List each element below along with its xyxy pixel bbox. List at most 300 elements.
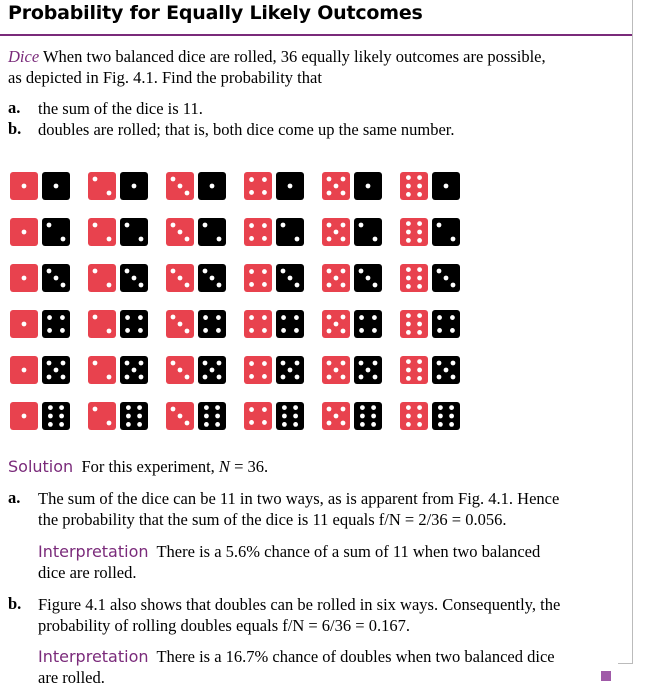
- black-die-face-2: [276, 218, 304, 246]
- die-pip: [203, 269, 208, 274]
- die-pip: [132, 276, 137, 281]
- die-pip: [281, 223, 286, 228]
- die-pip: [406, 221, 411, 226]
- die-pip: [54, 276, 59, 281]
- black-die-face-1: [42, 172, 70, 200]
- red-die-face-3: [166, 264, 194, 292]
- die-pip: [451, 237, 456, 242]
- die-body: [88, 218, 116, 246]
- red-die-face-1: [10, 218, 38, 246]
- die-pip: [327, 283, 332, 288]
- black-die-face-2: [432, 218, 460, 246]
- die-pip: [295, 375, 300, 380]
- die-pip: [444, 276, 449, 281]
- die-pip: [449, 422, 454, 427]
- red-die-face-1: [10, 310, 38, 338]
- die-pip: [406, 405, 411, 410]
- die-pip: [125, 223, 130, 228]
- die-pip: [438, 422, 443, 427]
- die-pip: [417, 238, 422, 243]
- die-pip: [406, 238, 411, 243]
- black-die-face-3: [354, 264, 382, 292]
- black-die-face-1: [354, 172, 382, 200]
- die-body: [244, 218, 272, 246]
- die-pip: [125, 375, 130, 380]
- die-pip: [204, 414, 209, 419]
- red-die-face-5: [322, 356, 350, 384]
- die-pip: [216, 315, 221, 320]
- die-pip: [262, 420, 267, 425]
- part-b-label: b.: [8, 119, 22, 138]
- die-pip: [249, 282, 254, 287]
- die-pip: [22, 368, 27, 373]
- black-die-face-6: [120, 402, 148, 430]
- die-pip: [48, 422, 53, 427]
- die-pip: [107, 283, 112, 288]
- die-pip: [371, 405, 376, 410]
- solution-text: For this experiment, N = 36.: [81, 457, 269, 476]
- die-pip: [437, 328, 442, 333]
- die-body: [244, 264, 272, 292]
- die-pip: [417, 175, 422, 180]
- die-pip: [216, 328, 221, 333]
- die-pip: [444, 184, 449, 189]
- die-pip: [93, 361, 98, 366]
- die-pip: [372, 328, 377, 333]
- die-pip: [54, 184, 59, 189]
- die-pip: [341, 407, 346, 412]
- die-pip: [341, 269, 346, 274]
- red-die-face-6: [400, 218, 428, 246]
- die-pip: [22, 276, 27, 281]
- die-body: [244, 310, 272, 338]
- black-die-face-6: [42, 402, 70, 430]
- die-pip: [295, 361, 300, 366]
- red-die-face-2: [88, 356, 116, 384]
- die-pip: [406, 330, 411, 335]
- die-pip: [47, 361, 52, 366]
- die-pip: [47, 269, 52, 274]
- die-pip: [406, 313, 411, 318]
- die-body: [400, 264, 428, 292]
- die-pip: [93, 223, 98, 228]
- die-pip: [249, 407, 254, 412]
- black-die-face-1: [276, 172, 304, 200]
- die-pip: [437, 269, 442, 274]
- die-pip: [406, 322, 411, 327]
- die-pip: [59, 422, 64, 427]
- die-pip: [334, 184, 339, 189]
- die-pip: [293, 414, 298, 419]
- die-pip: [262, 361, 267, 366]
- black-die-face-4: [432, 310, 460, 338]
- die-pip: [125, 328, 130, 333]
- die-pip: [360, 405, 365, 410]
- die-pip: [373, 361, 378, 366]
- solution-a-interpretation: [38, 541, 628, 562]
- die-body: [42, 402, 70, 430]
- die-pip: [334, 368, 339, 373]
- die-pip: [249, 177, 254, 182]
- die-body: [198, 218, 226, 246]
- black-die-face-2: [120, 218, 148, 246]
- die-pip: [373, 237, 378, 242]
- die-pip: [417, 221, 422, 226]
- die-pip: [295, 237, 300, 242]
- die-pip: [47, 375, 52, 380]
- black-die-face-5: [354, 356, 382, 384]
- die-pip: [341, 223, 346, 228]
- die-pip: [366, 368, 371, 373]
- die-pip: [249, 315, 254, 320]
- die-pip: [93, 177, 98, 182]
- red-die-face-5: [322, 218, 350, 246]
- die-pip: [450, 328, 455, 333]
- red-die-face-2: [88, 402, 116, 430]
- die-pip: [341, 315, 346, 320]
- die-pip: [327, 421, 332, 426]
- die-pip: [341, 191, 346, 196]
- die-pip: [107, 375, 112, 380]
- die-pip: [262, 223, 267, 228]
- die-pip: [210, 276, 215, 281]
- die-pip: [22, 414, 27, 419]
- solution-paragraph: [8, 456, 628, 477]
- die-pip: [288, 368, 293, 373]
- die-pip: [406, 267, 411, 272]
- die-pip: [262, 328, 267, 333]
- die-pip: [210, 368, 215, 373]
- die-pip: [47, 223, 52, 228]
- die-body: [120, 402, 148, 430]
- red-die-face-6: [400, 310, 428, 338]
- red-die-face-3: [166, 310, 194, 338]
- die-body: [88, 264, 116, 292]
- black-die-face-4: [42, 310, 70, 338]
- die-pip: [360, 422, 365, 427]
- die-pip: [359, 315, 364, 320]
- die-pip: [288, 276, 293, 281]
- die-pip: [406, 276, 411, 281]
- die-pip: [327, 223, 332, 228]
- die-pip: [203, 315, 208, 320]
- die-pip: [185, 421, 190, 426]
- die-pip: [334, 276, 339, 281]
- die-pip: [54, 368, 59, 373]
- die-pip: [366, 184, 371, 189]
- die-pip: [137, 405, 142, 410]
- die-pip: [438, 405, 443, 410]
- die-pip: [178, 414, 183, 419]
- die-pip: [288, 184, 293, 189]
- die-pip: [371, 422, 376, 427]
- die-pip: [449, 405, 454, 410]
- die-body: [432, 218, 460, 246]
- die-pip: [417, 368, 422, 373]
- die-pip: [22, 322, 27, 327]
- die-pip: [327, 375, 332, 380]
- die-pip: [249, 223, 254, 228]
- die-pip: [203, 375, 208, 380]
- die-pip: [262, 269, 267, 274]
- die-pip: [249, 420, 254, 425]
- title-underline: [0, 34, 632, 36]
- die-pip: [282, 405, 287, 410]
- die-pip: [22, 184, 27, 189]
- red-die-face-4: [244, 402, 272, 430]
- die-pip: [417, 322, 422, 327]
- die-pip: [178, 184, 183, 189]
- die-pip: [437, 315, 442, 320]
- die-pip: [359, 269, 364, 274]
- solution-a-line1: The sum of the dice can be 11 in two ways, as is apparent from Fig. 4.1. Hence: [38, 489, 560, 508]
- die-pip: [262, 374, 267, 379]
- red-die-face-3: [166, 218, 194, 246]
- solution-b-line2: probability of rolling doubles equals f/N = 6/36 = 0.167.: [38, 616, 410, 635]
- red-die-face-6: [400, 172, 428, 200]
- die-pip: [139, 283, 144, 288]
- die-body: [276, 218, 304, 246]
- die-body: [198, 310, 226, 338]
- die-pip: [262, 407, 267, 412]
- die-pip: [444, 368, 449, 373]
- die-body: [120, 310, 148, 338]
- die-body: [42, 310, 70, 338]
- die-pip: [359, 328, 364, 333]
- solution-b-interpretation: [38, 646, 628, 667]
- black-die-face-6: [276, 402, 304, 430]
- die-pip: [417, 276, 422, 281]
- die-pip: [449, 414, 454, 419]
- red-die-face-6: [400, 356, 428, 384]
- die-pip: [262, 177, 267, 182]
- black-die-face-2: [42, 218, 70, 246]
- die-pip: [341, 329, 346, 334]
- die-body: [400, 356, 428, 384]
- die-pip: [262, 190, 267, 195]
- die-pip: [204, 422, 209, 427]
- die-pip: [249, 328, 254, 333]
- interpretation-b-line1: There is a 16.7% chance of doubles when two balanced dice: [156, 647, 555, 666]
- black-die-face-3: [42, 264, 70, 292]
- die-pip: [107, 329, 112, 334]
- die-pip: [59, 414, 64, 419]
- die-pip: [373, 283, 378, 288]
- die-pip: [450, 315, 455, 320]
- die-body: [88, 356, 116, 384]
- die-pip: [406, 359, 411, 364]
- die-body: [400, 218, 428, 246]
- red-die-face-4: [244, 310, 272, 338]
- die-body: [354, 218, 382, 246]
- red-die-face-1: [10, 264, 38, 292]
- die-pip: [359, 223, 364, 228]
- red-die-face-5: [322, 310, 350, 338]
- die-pip: [125, 361, 130, 366]
- red-die-face-1: [10, 402, 38, 430]
- die-pip: [406, 175, 411, 180]
- red-die-face-6: [400, 402, 428, 430]
- die-body: [354, 310, 382, 338]
- black-die-face-1: [120, 172, 148, 200]
- die-pip: [406, 284, 411, 289]
- die-pip: [178, 230, 183, 235]
- die-pip: [249, 190, 254, 195]
- die-pip: [137, 414, 142, 419]
- die-pip: [126, 422, 131, 427]
- die-pip: [203, 328, 208, 333]
- die-body: [88, 402, 116, 430]
- red-die-face-3: [166, 402, 194, 430]
- die-pip: [334, 414, 339, 419]
- die-pip: [203, 223, 208, 228]
- die-pip: [417, 405, 422, 410]
- black-die-face-5: [42, 356, 70, 384]
- die-pip: [327, 407, 332, 412]
- page-margin-rule: [632, 0, 633, 664]
- die-pip: [47, 328, 52, 333]
- die-pip: [417, 422, 422, 427]
- die-pip: [262, 236, 267, 241]
- black-die-face-3: [120, 264, 148, 292]
- die-body: [400, 402, 428, 430]
- die-pip: [215, 405, 220, 410]
- die-pip: [185, 329, 190, 334]
- die-pip: [341, 421, 346, 426]
- die-pip: [341, 237, 346, 242]
- die-pip: [126, 405, 131, 410]
- red-die-face-4: [244, 172, 272, 200]
- red-die-face-1: [10, 172, 38, 200]
- black-die-face-4: [354, 310, 382, 338]
- die-pip: [139, 375, 144, 380]
- die-pip: [294, 315, 299, 320]
- die-pip: [93, 315, 98, 320]
- die-pip: [125, 315, 130, 320]
- interpretation-b-heading: Interpretation: [38, 647, 149, 666]
- die-pip: [204, 405, 209, 410]
- die-pip: [48, 405, 53, 410]
- die-pip: [132, 368, 137, 373]
- die-body: [244, 356, 272, 384]
- die-pip: [371, 414, 376, 419]
- die-pip: [366, 276, 371, 281]
- red-die-face-5: [322, 264, 350, 292]
- die-pip: [295, 283, 300, 288]
- die-pip: [60, 315, 65, 320]
- die-pip: [417, 359, 422, 364]
- die-pip: [185, 375, 190, 380]
- die-pip: [281, 361, 286, 366]
- die-body: [432, 310, 460, 338]
- die-pip: [107, 421, 112, 426]
- die-body: [244, 402, 272, 430]
- die-pip: [327, 269, 332, 274]
- die-pip: [293, 405, 298, 410]
- die-pip: [406, 184, 411, 189]
- black-die-face-4: [276, 310, 304, 338]
- die-pip: [437, 375, 442, 380]
- red-die-face-4: [244, 264, 272, 292]
- die-pip: [341, 375, 346, 380]
- die-pip: [281, 375, 286, 380]
- black-die-face-4: [120, 310, 148, 338]
- die-pip: [138, 328, 143, 333]
- die-pip: [327, 237, 332, 242]
- die-body: [276, 310, 304, 338]
- die-pip: [417, 313, 422, 318]
- die-pip: [417, 184, 422, 189]
- die-pip: [137, 422, 142, 427]
- die-pip: [327, 177, 332, 182]
- die-pip: [61, 283, 66, 288]
- black-die-face-2: [198, 218, 226, 246]
- die-pip: [451, 283, 456, 288]
- die-pip: [282, 422, 287, 427]
- red-die-face-5: [322, 402, 350, 430]
- die-pip: [294, 328, 299, 333]
- die-pip: [185, 283, 190, 288]
- die-pip: [210, 184, 215, 189]
- die-pip: [61, 237, 66, 242]
- die-pip: [203, 361, 208, 366]
- die-pip: [249, 361, 254, 366]
- die-pip: [61, 375, 66, 380]
- dice-outcomes-figure: [8, 170, 468, 430]
- die-pip: [406, 230, 411, 235]
- die-pip: [327, 361, 332, 366]
- die-pip: [171, 223, 176, 228]
- die-pip: [417, 376, 422, 381]
- black-die-face-5: [276, 356, 304, 384]
- die-pip: [417, 414, 422, 419]
- die-pip: [360, 414, 365, 419]
- die-pip: [47, 315, 52, 320]
- die-pip: [359, 361, 364, 366]
- die-pip: [171, 407, 176, 412]
- section-title: Probability for Equally Likely Outcomes: [8, 2, 423, 24]
- black-die-face-3: [198, 264, 226, 292]
- red-die-face-2: [88, 264, 116, 292]
- die-pip: [171, 315, 176, 320]
- die-pip: [406, 192, 411, 197]
- die-body: [244, 172, 272, 200]
- die-pip: [417, 330, 422, 335]
- die-pip: [327, 315, 332, 320]
- interpretation-a-line1: There is a 5.6% chance of a sum of 11 when two balanced: [156, 542, 541, 561]
- die-pip: [171, 177, 176, 182]
- die-pip: [61, 361, 66, 366]
- die-pip: [417, 192, 422, 197]
- die-pip: [217, 283, 222, 288]
- die-pip: [138, 315, 143, 320]
- die-body: [400, 310, 428, 338]
- interpretation-b-line2: are rolled.: [38, 668, 105, 687]
- part-a-text: the sum of the dice is 11.: [38, 99, 203, 118]
- die-pip: [406, 414, 411, 419]
- die-pip: [341, 361, 346, 366]
- die-pip: [282, 414, 287, 419]
- die-pip: [417, 284, 422, 289]
- black-die-face-6: [354, 402, 382, 430]
- black-die-face-5: [432, 356, 460, 384]
- solution-b-label: b.: [8, 594, 22, 613]
- die-pip: [406, 368, 411, 373]
- die-pip: [406, 376, 411, 381]
- black-die-face-6: [432, 402, 460, 430]
- die-pip: [93, 269, 98, 274]
- part-a-label: a.: [8, 98, 21, 117]
